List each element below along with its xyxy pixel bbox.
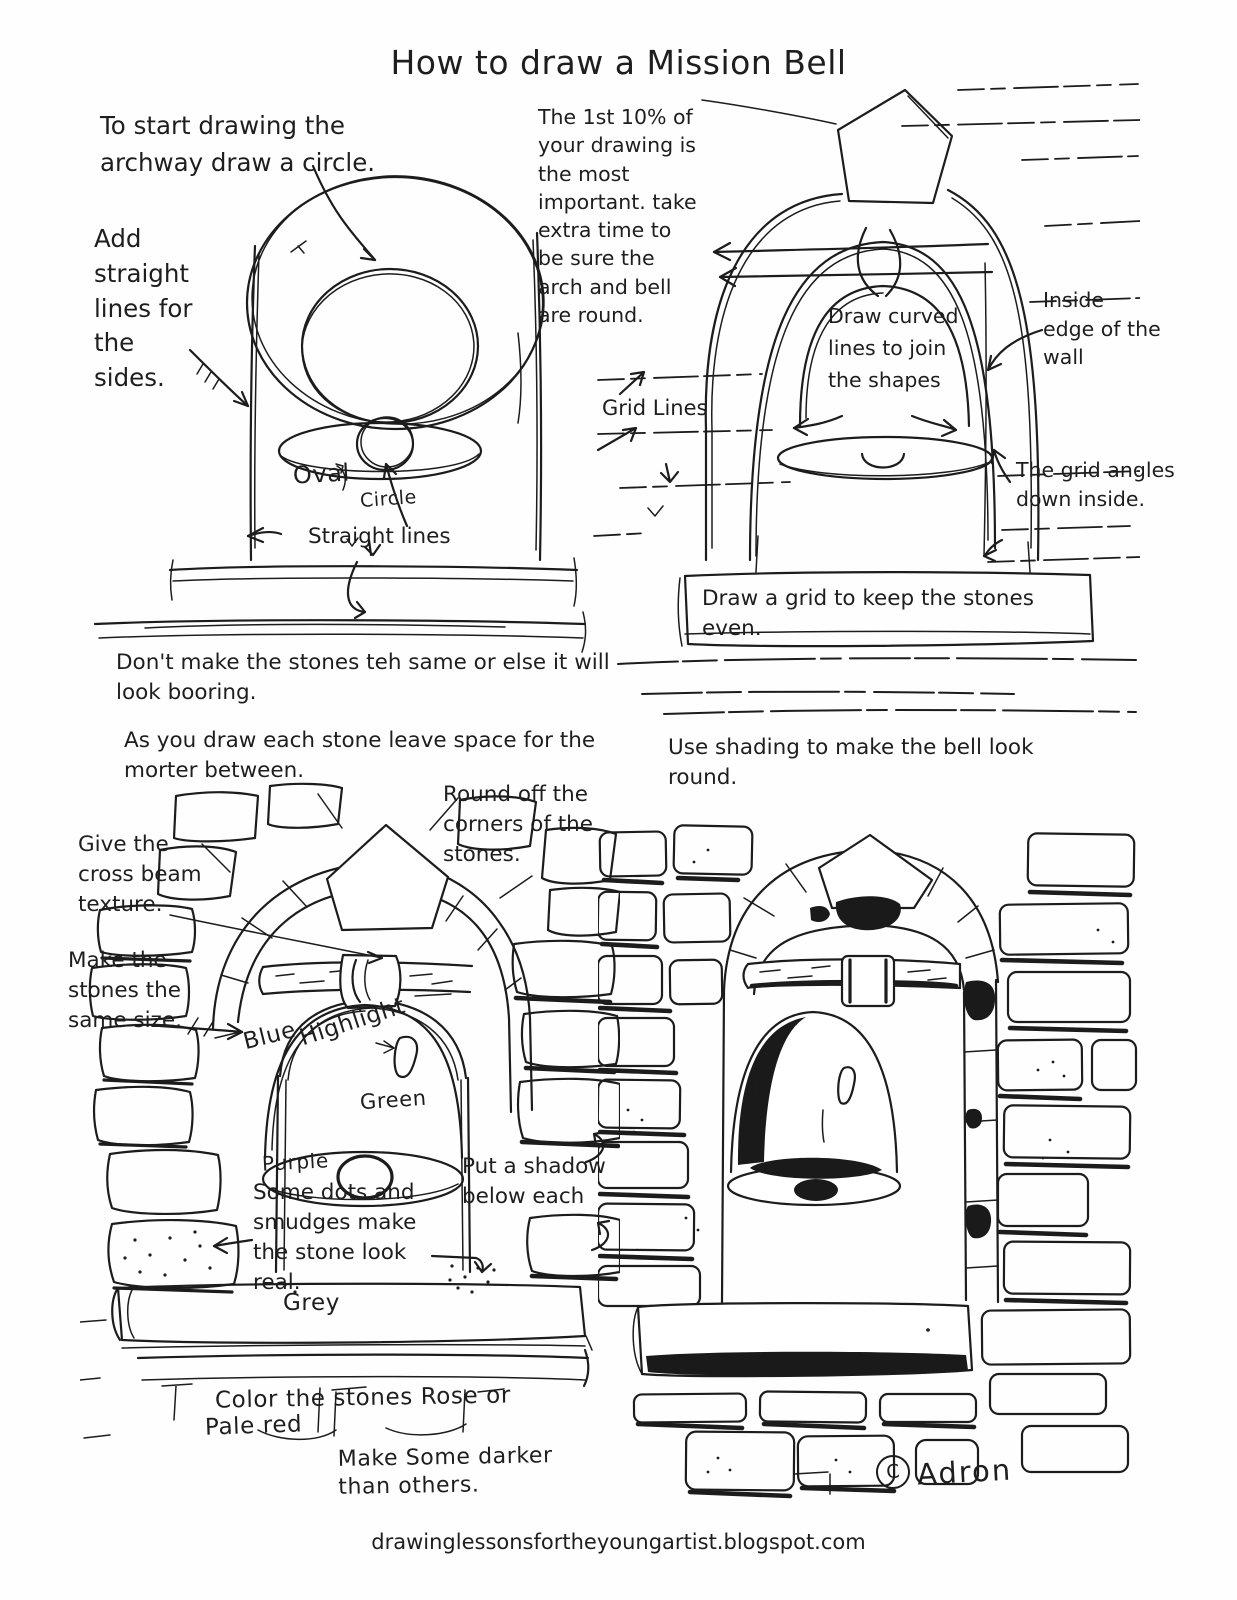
panel1-instruction-circle: To start drawing the archway draw a circle.: [100, 111, 376, 177]
keystone-pentagon: [838, 90, 952, 203]
inner-arch: [750, 242, 995, 560]
page-title: How to draw a Mission Bell: [390, 43, 847, 82]
panel3-note-color-line2: Pale red: [204, 1411, 303, 1441]
second-ledge: [138, 1350, 588, 1386]
panel3-note-same-size: Make the stones the same size.: [68, 948, 182, 1034]
panel3-note-darker: Make Some darker than others.: [337, 1443, 553, 1500]
archway-circle: [246, 169, 551, 432]
grey-lintel-slab: [633, 1303, 972, 1376]
panel3-label-purple: Purple: [261, 1148, 330, 1176]
inner-arch-circle: [297, 268, 479, 428]
panel3-label-highlight: Highlight: [296, 992, 409, 1052]
panel1-note-morter: As you draw each stone leave space for the morter between.: [124, 728, 596, 784]
panel3-note-dots: Some dots and smudges make the stone look real.: [253, 1180, 417, 1296]
panel1-label-straight-lines: Straight lines: [308, 524, 451, 549]
bell-shaded: [728, 1012, 900, 1205]
panel2-label-grid-lines: Grid Lines: [602, 396, 708, 420]
panel1-note-stones: Don't make the stones teh same or else it will look booring.: [116, 650, 610, 706]
panel2-label-inside-edge: Inside edge of the wall: [1043, 288, 1161, 370]
brick-wall-right: [982, 833, 1136, 1472]
join-shape-arrows: [794, 416, 956, 436]
stone-lintel-row2: [95, 612, 586, 652]
stone-lintel-row1: [170, 558, 577, 606]
artist-signature: [876, 1452, 1012, 1493]
panel3-note-round-off: Round off the corners of the stones.: [443, 782, 594, 868]
footer-url: drawinglessonsfortheyoungartist.blogspot.com: [371, 1530, 866, 1554]
beam-hanger: [842, 956, 894, 1006]
panel3-note-shadow: Put a shadow below each: [462, 1154, 606, 1210]
panel3-note-cross-beam: Give the cross beam texture.: [78, 832, 202, 918]
panel1-label-oval: Oval: [292, 458, 351, 490]
panel3-label-green: Green: [359, 1085, 428, 1115]
signature-name: Adron: [916, 1452, 1013, 1492]
dots-note-arrow: [214, 1238, 252, 1253]
panel2-instruction-main: The 1st 10% of your drawing is the most important. take extra time to be sure the arch and bell are round.: [538, 105, 697, 327]
panel2-note-shading: Use shading to make the bell look round.: [668, 735, 1034, 791]
keystone-pentagon: [810, 835, 932, 930]
panel1-label-circle: Circle: [359, 486, 418, 512]
panel3-note-color-line1: Color the stones Rose or: [214, 1382, 512, 1414]
keystone-pentagon: [327, 825, 448, 930]
panel3-label-grey: Grey: [283, 1290, 340, 1316]
panel2-box-note: Draw a grid to keep the stones even.: [702, 586, 1034, 642]
highlight-blob: [376, 1037, 417, 1077]
inside-edge-arrow: [988, 330, 1042, 370]
connector-line: [702, 100, 836, 124]
panel2-label-curved-lines: Draw curved lines to join the shapes: [828, 304, 959, 392]
panel4-sketch: [598, 810, 1138, 1510]
panel2-label-grid-angles: The grid angles down inside.: [1016, 458, 1175, 511]
bell-clapper: [862, 454, 904, 468]
panel3-label-blue: Blue: [240, 1016, 299, 1056]
ground-scribbles: [618, 658, 1136, 714]
small-circle-shape: [357, 417, 413, 470]
brick-wall-left: [598, 825, 752, 1306]
copyright-icon: C: [874, 1454, 911, 1491]
panel1-instruction-lines: Add straight lines for the sides.: [94, 224, 193, 393]
